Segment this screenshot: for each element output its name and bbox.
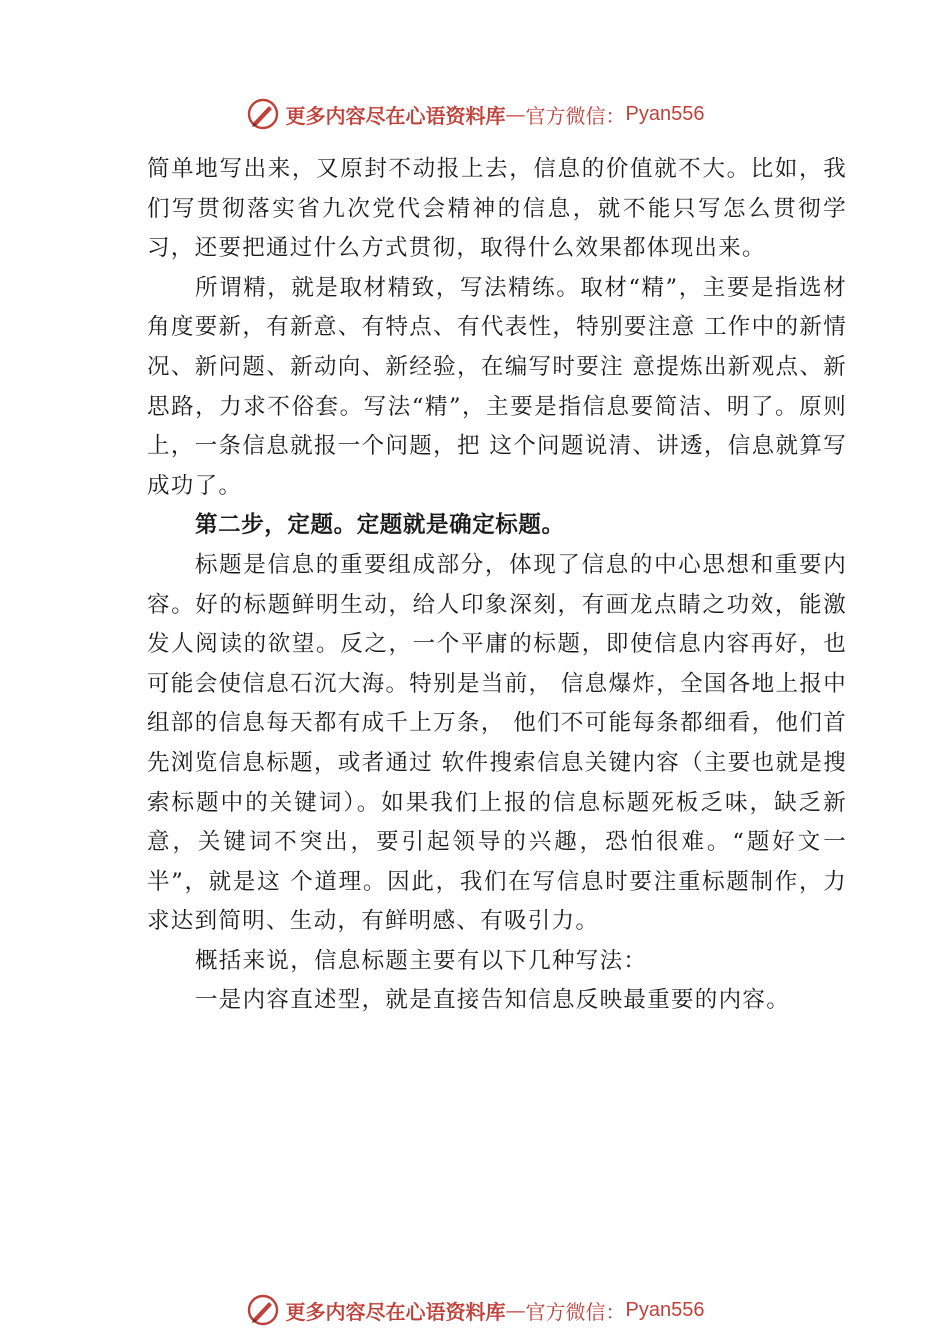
paragraph-4: 概括来说，信息标题主要有以下几种写法： bbox=[195, 947, 648, 974]
wechat-label: 官方微信： bbox=[525, 1299, 626, 1324]
paragraph-1: 简单地写出来，又原封不动报上去，信息的价值就不大。比如，我们写贯彻落实省九次党代会精神的信息，就不能只写怎么贯彻学习，还要把通过什么方式贯彻，取得什么效果都体现出来。 bbox=[147, 156, 847, 262]
pen-logo-icon bbox=[246, 1293, 280, 1327]
header-banner bbox=[0, 94, 950, 134]
document-body bbox=[147, 150, 847, 1021]
separator-dash: — bbox=[505, 102, 526, 126]
brand-text: 更多内容尽在心语资料库 bbox=[285, 103, 506, 128]
paragraph-3: 标题是信息的重要组成部分，体现了信息的中心思想和重要内容。好的标题鲜明生动，给人印象深刻，有画龙点睛之功效，能激发人阅读的欲望。反之，一个平庸的标题，即使信息内容再好，也可能会使信息石沉大海。特别是当前， 信息爆炸，全国各地上报中组部的信息每天都有成千上万条， 他们不可能每条都细看，他们首先浏览信息标题，或者通过 软件搜索信息关键内容（主要也就是搜索标题中的关键词）。如果我们上报的信息标题死板乏味，缺乏新意，关键词不突出，要引起领导的兴趣，恐怕很难。“题好文一半”，就是这 个道理。因此，我们在写信息时要注重标题制作，力求达到简明、生动，有鲜明感、有吸引力。 bbox=[147, 551, 847, 935]
paragraph-2: 所谓精，就是取材精致，写法精练。取材“精”，主要是指选材角度要新，有新意、有特点、有代表性，特别要注意 工作中的新情况、新问题、新动向、新经验，在编写时要注 意提炼出新观点、新思路，力求不俗套。写法“精”，主要是指信息要简洁、明了。原则上，一条信息就报一个问题，把 这个问题说清、讲透，信息就算写成功了。 bbox=[147, 274, 847, 499]
paragraph-5: 一是内容直述型，就是直接告知信息反映最重要的内容。 bbox=[195, 987, 791, 1014]
brand-text: 更多内容尽在心语资料库 bbox=[285, 1299, 506, 1324]
pen-logo-icon bbox=[246, 97, 280, 131]
wechat-handle: Pyan556 bbox=[625, 1298, 705, 1321]
section-heading: 第二步，定题。定题就是确定标题。 bbox=[195, 512, 565, 539]
wechat-handle: Pyan556 bbox=[625, 102, 705, 125]
separator-dash: — bbox=[505, 1298, 526, 1322]
footer-banner bbox=[0, 1290, 950, 1330]
wechat-label: 官方微信： bbox=[525, 103, 626, 128]
